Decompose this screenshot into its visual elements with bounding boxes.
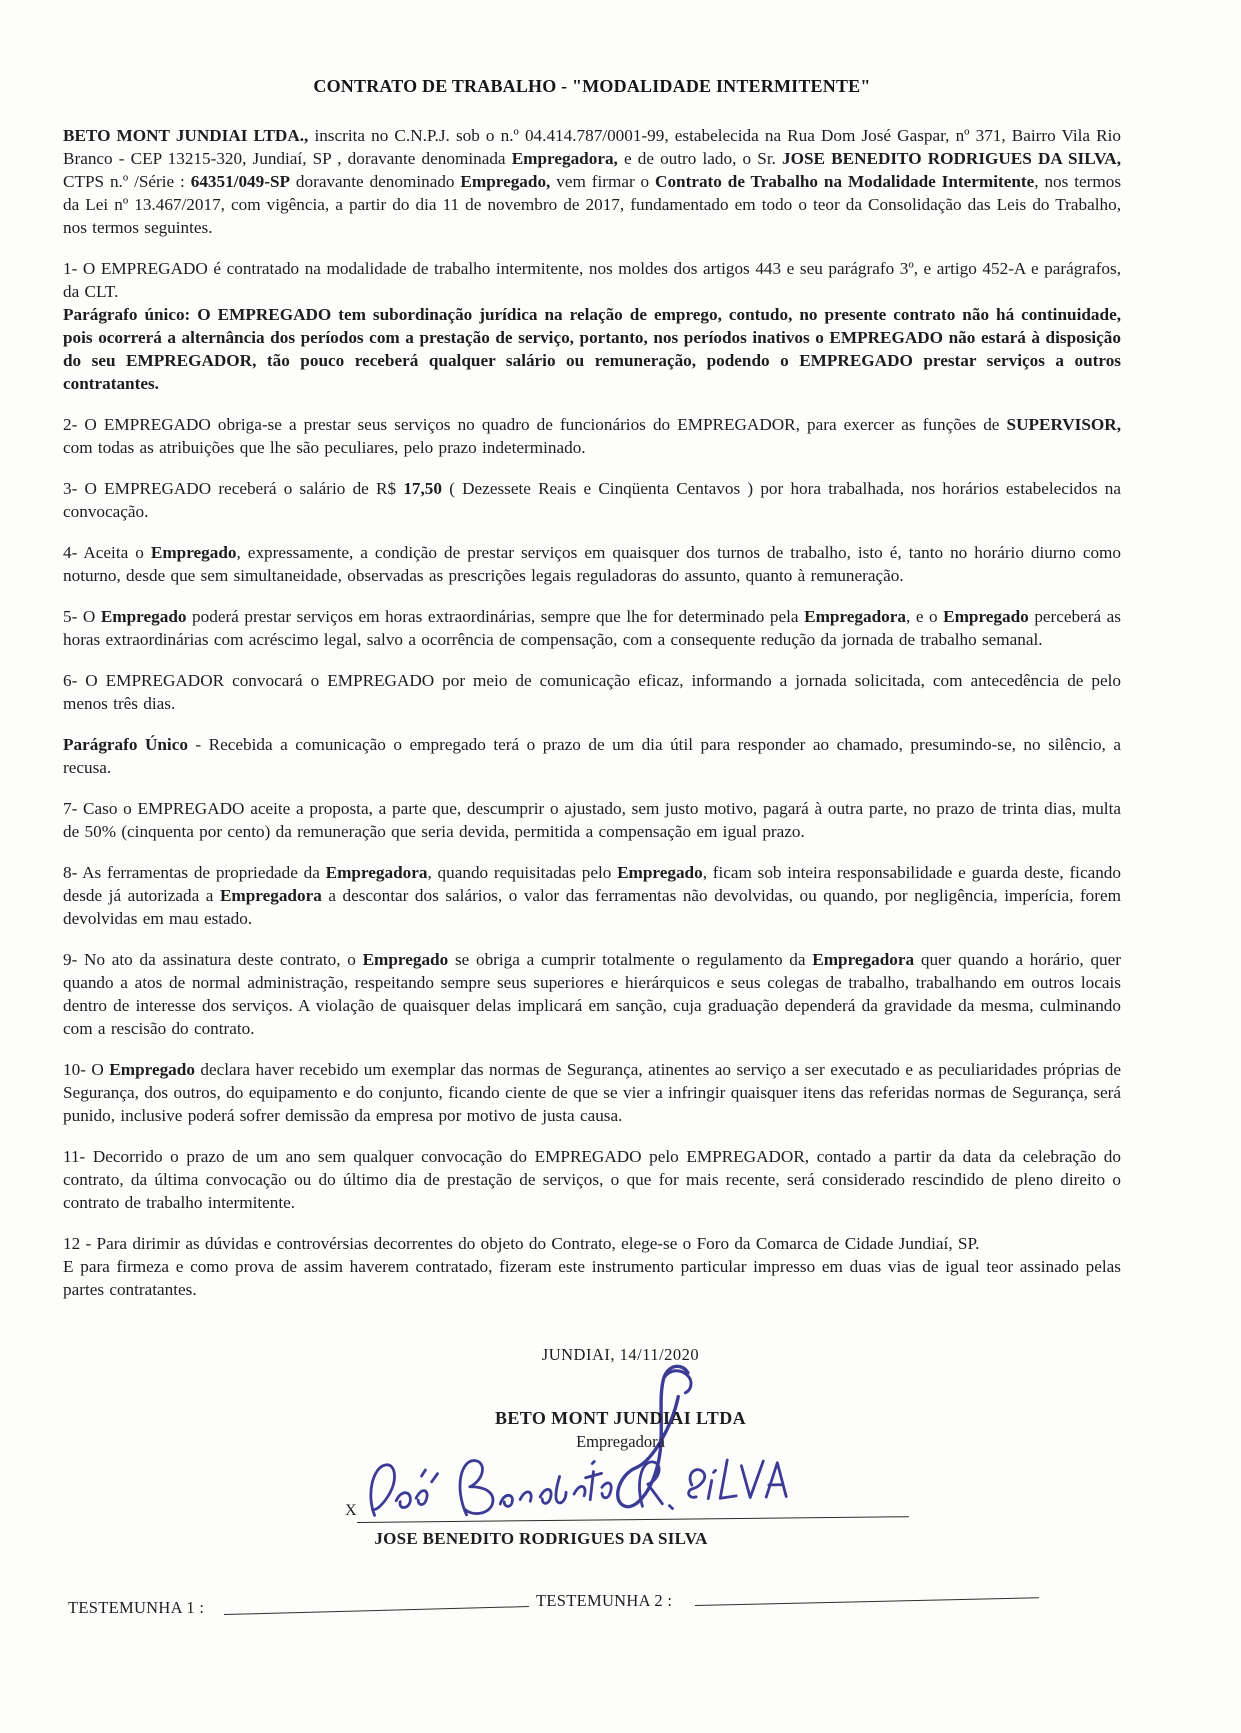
bold-text-run: SUPERVISOR, <box>1006 415 1121 434</box>
clause-1 <box>63 257 1121 303</box>
text-run: 8- As ferramentas de propriedade da <box>63 863 326 882</box>
text-run: 2- O EMPREGADO obriga-se a prestar seus serviços no quadro de funcionários do EMPREGADOR, para exercer as funções de <box>63 415 1007 434</box>
closing-statement <box>63 1255 1121 1301</box>
bold-text-run: Empregado <box>617 863 703 882</box>
employee-name: JOSE BENEDITO RODRIGUES DA SILVA <box>374 1529 708 1548</box>
bold-text-run: Contrato de Trabalho na Modalidade Intermitente <box>655 172 1035 191</box>
bold-text-run: Empregadora <box>812 950 915 969</box>
text-run: 6- O EMPREGADOR convocará o EMPREGADO por meio de comunicação eficaz, informando a jornada solicitada, com antecedência de pelo menos três dias. <box>63 671 1121 713</box>
bold-text-run: Empregadora <box>804 607 906 626</box>
witness2-signature-line <box>695 1597 1039 1606</box>
text-run: , quando requisitadas pelo <box>427 863 618 882</box>
text-run: 12 - Para dirimir as dúvidas e controvérsias decorrentes do objeto do Contrato, elege-se o Foro da Comarca de Cidade Jundiaí, SP. <box>63 1234 980 1253</box>
bold-text-run: Empregado <box>100 607 187 626</box>
bold-text-run: 64351/049-SP <box>190 172 291 191</box>
clause-12 <box>63 1232 1121 1255</box>
text-run: , nos termos da Lei nº 13.467/2017, com vigência, a partir do dia 11 de novembro de 2017, fundamentado em todo o teor da Consolidação das Leis do Trabalho, nos termos seguintes. <box>63 172 1122 237</box>
clause-3 <box>63 477 1121 523</box>
text-run: com todas as atribuições que lhe são peculiares, pelo prazo indeterminado. <box>63 438 586 457</box>
text-run: quer quando a horário, quer quando a atos de normal administração, respeitando sempre seus superiores e hierárquicos e seus colegas de trabalho, trabalhando em outros locais dentro de interesse dos serviços. A violação de quaisquer delas implicará em sanção, cuja graduação dependerá da gravidade da mesma, culminando com a rescisão do contrato. <box>63 950 1121 1038</box>
clause-2 <box>63 413 1121 459</box>
text-run: inscrita no C.N.P.J. sob o n.º 04.414.787/0001-99, estabelecida na Rua Dom José Gaspar, nº 371, Bairro Vila Rio Branco - CEP 13215-320, Jundiaí, SP , doravante denominada <box>63 126 1121 168</box>
bold-text-run: Empregado <box>362 950 449 969</box>
text-run: doravante denominado <box>290 172 461 191</box>
date-place-line: JUNDIAI, 14/11/2020 <box>541 1345 700 1364</box>
clause-8 <box>63 861 1121 930</box>
clause-6 <box>63 669 1121 715</box>
text-run: 7- Caso o EMPREGADO aceite a proposta, a parte que, descumprir o ajustado, sem justo motivo, pagará à outra parte, no prazo de trinta dias, multa de 50% (cinquenta por cento) da remuneração que seria devida, permitida a compensação em igual prazo. <box>63 799 1121 841</box>
bold-text-run: JOSE BENEDITO RODRIGUES DA SILVA, <box>782 149 1121 168</box>
clause-10 <box>63 1058 1121 1127</box>
text-run: , expressamente, a condição de prestar serviços em quaisquer dos turnos de trabalho, isto é, tanto no horário diurno como noturno, desde que sem simultaneidade, observadas as prescrições legais reguladoras do assunto, quanto à remuneração. <box>63 543 1122 585</box>
bold-text-run: Empregadora, <box>511 149 618 168</box>
clause-1-paragrafo-unico <box>63 303 1121 395</box>
text-run: 4- Aceita o <box>63 543 151 562</box>
text-run: vem firmar o <box>550 172 656 191</box>
employer-name: BETO MONT JUNDIAI LTDA <box>494 1408 747 1428</box>
text-run: 10- O <box>63 1060 110 1079</box>
text-run: a descontar dos salários, o valor das ferramentas não devolvidas, ou quando, por negligência, imperícia, forem devolvidas em mau estado. <box>63 886 1121 928</box>
bold-text-run: BETO MONT JUNDIAI LTDA., <box>63 126 315 145</box>
intro-paragraph <box>63 124 1121 239</box>
employee-signature-ink <box>361 1442 793 1540</box>
text-run: 5- O <box>63 607 101 626</box>
text-run: ( Dezessete Reais e Cinqüenta Centavos ) por hora trabalhada, nos horários estabelecidos na convocação. <box>63 479 1121 521</box>
text-run: 9- No ato da assinatura deste contrato, o <box>63 950 363 969</box>
bold-text-run: 17,50 <box>403 479 442 498</box>
witness1-label: TESTEMUNHA 1 : <box>68 1598 205 1617</box>
text-run: se obriga a cumprir totalmente o regulamento da <box>448 950 813 969</box>
bold-text-run: Empregado <box>109 1060 195 1079</box>
text-run: , e o <box>905 607 944 626</box>
contract-content <box>63 76 1121 1319</box>
bold-text-run: Empregadora <box>219 886 322 905</box>
text-run: perceberá as horas extraordinárias com acréscimo legal, salvo a ocorrência de compensação, com a consequente redução da jornada de trabalho semanal. <box>63 607 1121 649</box>
clause-4 <box>63 541 1121 587</box>
employer-role-label: Empregadora <box>576 1432 665 1451</box>
witness2-label: TESTEMUNHA 2 : <box>536 1591 673 1610</box>
clause-5 <box>63 605 1121 651</box>
document-title: CONTRATO DE TRABALHO - "MODALIDADE INTERMITENTE" <box>313 76 871 96</box>
text-run: 1- O EMPREGADO é contratado na modalidade de trabalho intermitente, nos moldes dos artigos 443 e seu parágrafo 3º, e artigo 452-A e parágrafos, da CLT. <box>63 259 1121 301</box>
witness1-signature-line <box>224 1606 529 1615</box>
bold-text-run: Parágrafo Único <box>63 735 188 754</box>
bold-text-run: Empregado <box>943 607 1029 626</box>
bold-text-run: Empregado <box>150 543 237 562</box>
text-run: poderá prestar serviços em horas extraordinárias, sempre que lhe for determinado pela <box>186 607 805 626</box>
contract-body <box>63 124 1121 1301</box>
bold-text-run: Empregadora <box>325 863 428 882</box>
text-run: 3- O EMPREGADO receberá o salário de R$ <box>63 479 404 498</box>
text-run: , ficam sob inteira responsabilidade e guarda deste, ficando desde já autorizada a <box>63 863 1121 905</box>
text-run: e de outro lado, o Sr. <box>617 149 783 168</box>
bold-text-run: Parágrafo único: O EMPREGADO tem subordinação jurídica na relação de emprego, contudo, no presente contrato não há continuidade, pois ocorrerá a alternância dos períodos com a prestação de serviço, portanto, nos períodos inativos o EMPREGADO não estará à disposição do seu EMPREGADOR, tão pouco receberá qualquer salário ou remuneração, podendo o EMPREGADO prestar serviços a outros contratantes. <box>63 305 1121 393</box>
clause-9 <box>63 948 1121 1040</box>
signature-x-mark: X <box>345 1502 357 1519</box>
bold-text-run: Empregado, <box>460 172 551 191</box>
text-run: declara haver recebido um exemplar das normas de Segurança, atinentes ao serviço a ser executado e as peculiaridades próprias de Segurança, dos outros, do equipamento e do conjunto, ficando ciente de que se vier a infringir quaisquer itens das referidas normas de Segurança, será punido, inclusive poderá sofrer demissão da empresa por motivo de justa causa. <box>63 1060 1121 1125</box>
text-run: - Recebida a comunicação o empregado terá o prazo de um dia útil para responder ao chamado, presumindo-se, no silêncio, a recusa. <box>63 735 1121 777</box>
text-run: CTPS n.º /Série : <box>63 172 191 191</box>
clause-6-paragrafo-unico <box>63 733 1121 779</box>
text-run: 11- Decorrido o prazo de um ano sem qualquer convocação do EMPREGADO pelo EMPREGADOR, contado a partir da data da celebração do contrato, da última convocação ou do último dia de prestação de serviços, o que for mais recente, será considerado rescindido de pleno direito o contrato de trabalho intermitente. <box>63 1147 1121 1212</box>
clause-11 <box>63 1145 1121 1214</box>
text-run: E para firmeza e como prova de assim haverem contratado, fizeram este instrumento particular impresso em duas vias de igual teor assinado pelas partes contratantes. <box>63 1257 1121 1299</box>
clause-7 <box>63 797 1121 843</box>
